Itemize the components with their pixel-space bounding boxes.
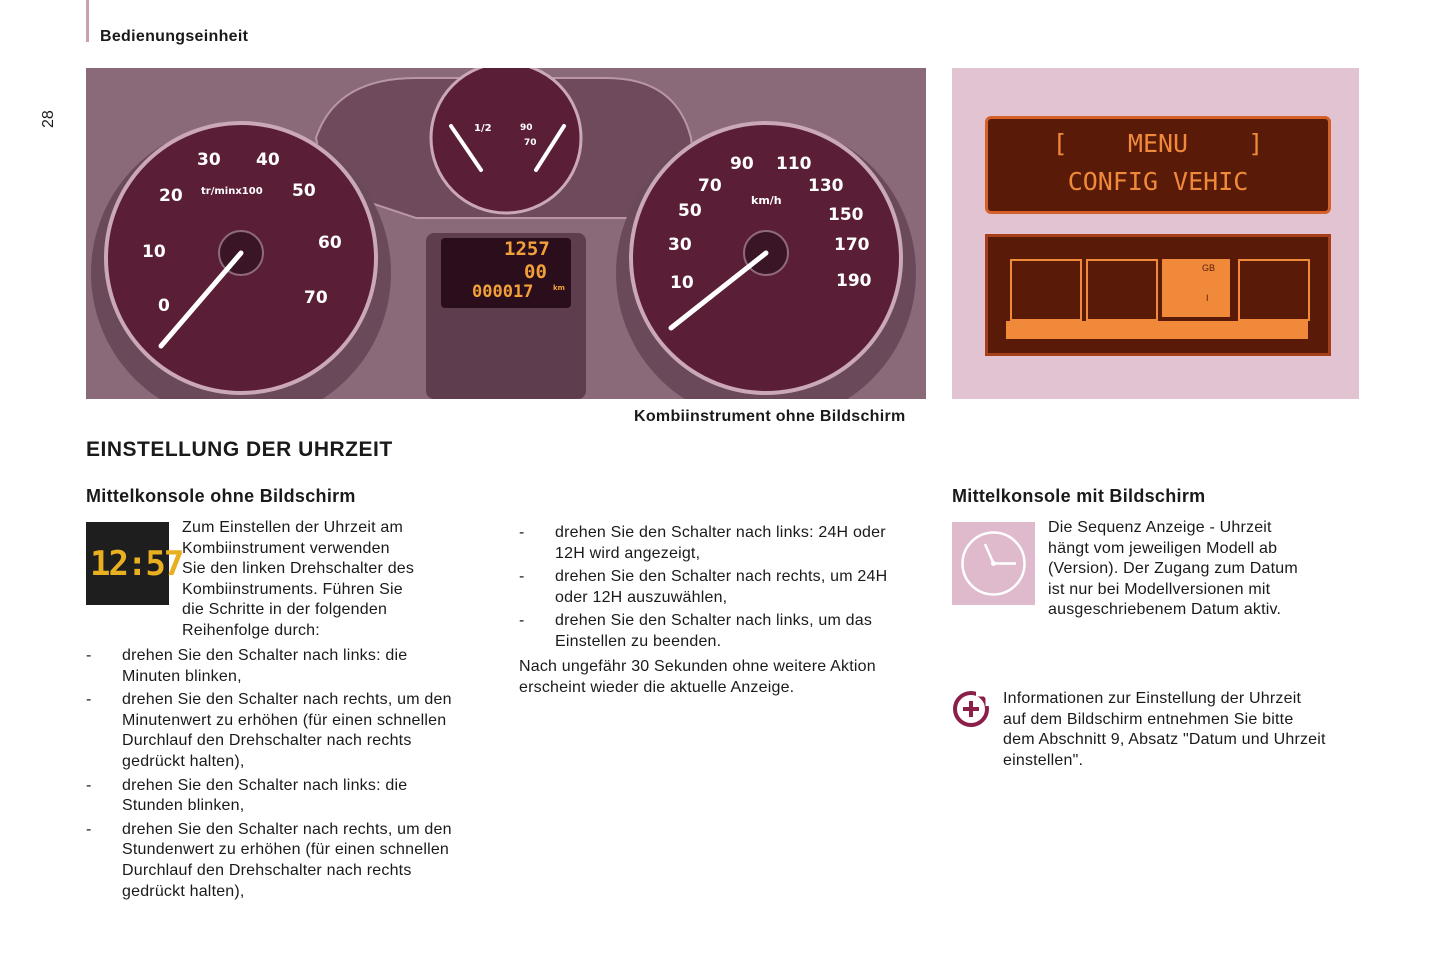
clock-display-thumbnail: [86, 522, 183, 605]
list-item: - drehen Sie den Schalter nach rechts, um 24H oder 12H auszuwählen,: [519, 567, 929, 608]
tacho-tick: 50: [292, 181, 316, 201]
speedo-tick: 150: [828, 205, 864, 225]
thumb-time: 12:57: [90, 544, 183, 584]
left-steps-list: [86, 646, 506, 902]
temp-mark-90: 90: [520, 123, 533, 133]
tacho-tick: 10: [142, 242, 166, 262]
multifunction-display-illustration: [952, 68, 1359, 399]
figure-caption: Kombiinstrument ohne Bildschirm: [634, 408, 906, 425]
intro-line: die Schritte in der folgenden: [182, 601, 388, 619]
speedo-needle: [671, 253, 766, 328]
speedo-tick: 10: [670, 273, 694, 293]
intro-line: Kombiinstruments. Führen Sie: [182, 580, 403, 598]
tacho-tick: 60: [318, 233, 342, 253]
step-line: Durchlauf den Drehschalter nach rechts: [122, 861, 412, 879]
right-line: hängt vom jeweiligen Modell ab: [1048, 539, 1278, 557]
settings-sliders-icon: [1162, 259, 1230, 317]
needles: [86, 68, 926, 399]
speedo-tick: 70: [698, 176, 722, 196]
right-line: (Version). Der Zugang zum Datum: [1048, 560, 1298, 578]
speedo-tick: 50: [678, 201, 702, 221]
list-item: - drehen Sie den Schalter nach rechts, um den Stundenwert zu erhöhen (für einen schnellen Durchlauf den Drehschalter nach rechts gedrückt halten),: [86, 820, 506, 902]
step-line: oder 12H auszuwählen,: [555, 588, 728, 606]
step-line: drehen Sie den Schalter nach links: die: [122, 776, 408, 794]
tacho-tick: 30: [197, 150, 221, 170]
right-text: [1048, 518, 1298, 621]
middle-steps-list: [519, 523, 929, 653]
info-line: Informationen zur Einstellung der Uhrzeit: [1003, 690, 1302, 707]
info-line: einstellen".: [1003, 751, 1084, 769]
fuel-needle: [451, 126, 481, 170]
speedo-tick: 30: [668, 235, 692, 255]
intro-line: Reihenfolge durch:: [182, 621, 320, 639]
right-subtitle: Mittelkonsole mit Bildschirm: [952, 486, 1206, 506]
step-line: drehen Sie den Schalter nach rechts, um den: [122, 691, 452, 709]
step-line: drehen Sie den Schalter nach rechts, um 24H: [555, 568, 888, 586]
speedo-tick: 190: [836, 271, 872, 291]
step-line: 12H wird angezeigt,: [555, 544, 701, 562]
temp-mark-70: 70: [524, 138, 537, 148]
tacho-tick: 20: [159, 186, 183, 206]
closing-line: erscheint wieder die aktuelle Anzeige.: [519, 678, 795, 696]
closing-note: [519, 657, 876, 698]
left-intro: [182, 518, 414, 642]
step-line: gedrückt halten),: [122, 882, 245, 900]
list-item: - drehen Sie den Schalter nach links: die Minuten blinken,: [86, 646, 506, 687]
tacho-tick: 70: [304, 288, 328, 308]
speedo-unit: km/h: [751, 194, 782, 207]
closing-line: Nach ungefähr 30 Sekunden ohne weitere Aktion: [519, 658, 876, 675]
section-header: Bedienungseinheit: [100, 28, 249, 45]
lcd-time: 1257: [504, 238, 550, 260]
info-note: [1003, 689, 1326, 771]
tacho-unit: tr/minx100: [201, 186, 263, 197]
fuel-pump-icon: [1086, 259, 1158, 321]
tacho-tick: 40: [256, 150, 280, 170]
info-line: dem Abschnitt 9, Absatz "Datum und Uhrzeit: [1003, 731, 1326, 749]
menu-bar: [1006, 321, 1308, 339]
step-line: Minutenwert zu erhöhen (für einen schnellen: [122, 711, 447, 729]
settings-badge: GB: [1202, 263, 1216, 273]
step-line: drehen Sie den Schalter nach rechts, um den: [122, 820, 452, 838]
step-line: drehen Sie den Schalter nach links: 24H oder: [555, 524, 886, 541]
step-line: drehen Sie den Schalter nach links, um das: [555, 612, 873, 630]
right-line: ausgeschriebenem Datum aktiv.: [1048, 601, 1282, 619]
display-screen: [985, 116, 1331, 214]
step-line: Einstellen zu beenden.: [555, 632, 722, 650]
info-line: auf dem Bildschirm entnehmen Sie bitte: [1003, 710, 1294, 728]
temp-needle: [536, 126, 564, 170]
lcd-line2: 00: [524, 261, 547, 283]
phone-icon: [1238, 259, 1310, 321]
screen-line-1: [ MENU ]: [1052, 129, 1264, 158]
speedo-tick: 90: [730, 154, 754, 174]
right-line: ist nur bei Modellversionen mit: [1048, 580, 1271, 598]
step-line: Stundenwert zu erhöhen (für einen schnellen: [122, 841, 450, 859]
list-item: - drehen Sie den Schalter nach links: 24H oder 12H wird angezeigt,: [519, 523, 929, 564]
list-item: - drehen Sie den Schalter nach rechts, um den Minutenwert zu erhöhen (für einen schnellen Durchlauf den Drehschalter nach rechts gedrückt halten),: [86, 690, 506, 772]
settings-badge: I: [1206, 293, 1209, 303]
step-line: drehen Sie den Schalter nach links: die: [122, 647, 408, 664]
audio-icon: [1010, 259, 1082, 321]
step-line: Durchlauf den Drehschalter nach rechts: [122, 732, 412, 750]
intro-line: Kombiinstrument verwenden: [182, 539, 390, 557]
page-number: 28: [40, 110, 57, 128]
speedo-tick: 130: [808, 176, 844, 196]
fuel-half-mark: 1/2: [474, 123, 492, 134]
intro-line: Zum Einstellen der Uhrzeit am: [182, 519, 403, 536]
intro-line: Sie den linken Drehschalter des: [182, 560, 415, 578]
lcd-odometer-unit: km: [553, 284, 565, 292]
tacho-needle: [161, 253, 241, 346]
left-subtitle: Mittelkonsole ohne Bildschirm: [86, 486, 356, 506]
instrument-cluster-illustration: [86, 68, 926, 399]
step-line: gedrückt halten),: [122, 752, 245, 770]
step-line: Stunden blinken,: [122, 797, 245, 815]
right-line: Die Sequenz Anzeige - Uhrzeit: [1048, 519, 1272, 536]
tacho-tick: 0: [158, 296, 170, 316]
header-accent-bar: [86, 0, 89, 42]
page-title: EINSTELLUNG DER UHRZEIT: [86, 438, 393, 461]
speedo-tick: 170: [834, 235, 870, 255]
list-item: - drehen Sie den Schalter nach links, um das Einstellen zu beenden.: [519, 611, 929, 652]
speedo-tick: 110: [776, 154, 812, 174]
screen-line-2: CONFIG VEHIC: [1067, 167, 1249, 196]
list-item: - drehen Sie den Schalter nach links: die Stunden blinken,: [86, 776, 506, 817]
step-line: Minuten blinken,: [122, 667, 242, 685]
lcd-odometer: 000017: [472, 282, 534, 302]
info-plus-icon: [952, 690, 990, 728]
clock-icon: [952, 522, 1035, 605]
menu-icons-panel: [985, 234, 1331, 356]
